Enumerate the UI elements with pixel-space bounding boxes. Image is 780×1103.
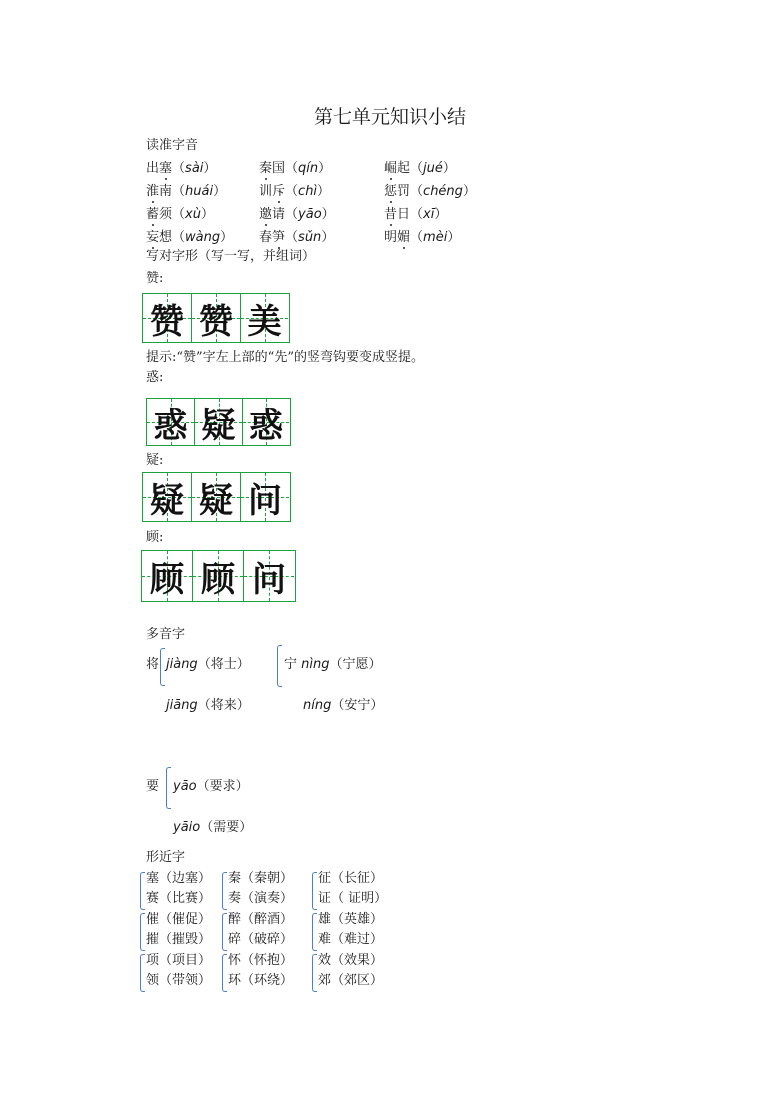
tianzige-grid-huo (146, 398, 291, 446)
pronunciation-item: 秦国（qín） (259, 161, 332, 176)
pronunciation-item: 春笋（sǔn） (259, 230, 335, 245)
brace (166, 767, 171, 809)
tianzige-grid-yi (142, 472, 291, 522)
similar-char-item: 环（环绕） (228, 973, 294, 988)
pronunciation-item: 妄想（wàng） (146, 230, 234, 245)
section-heading-pronunciation: 读准字音 (146, 138, 199, 153)
grid-cell: 惑 (147, 399, 195, 445)
page-title: 第七单元知识小结 (313, 106, 466, 128)
similar-char-item: 效（效果） (318, 953, 384, 968)
similar-char-item: 雄（英雄） (318, 912, 384, 927)
pronunciation-item: 蓄须（xù） (146, 207, 214, 222)
polyphone-reading: 宁 nìng（宁愿） (284, 657, 382, 672)
polyphone-char-yao: 要 (146, 779, 160, 794)
similar-char-item: 秦（秦朝） (228, 871, 294, 886)
similar-char-item: 证（ 证明） (318, 891, 388, 906)
polyphone-reading: jiàng（将士） (166, 657, 250, 672)
grid-cell: 疑 (192, 473, 241, 521)
grid-cell: 顾 (193, 551, 244, 601)
similar-char-item: 摧（摧毁） (146, 932, 212, 947)
pronunciation-item: 出塞（sài） (146, 161, 217, 176)
brace (140, 954, 145, 992)
grid-cell: 美 (241, 294, 288, 342)
polyphone-reading: níng（安宁） (303, 698, 384, 713)
similar-char-item: 赛（比赛） (146, 891, 212, 906)
pronunciation-item: 昔日（xī） (384, 207, 448, 222)
pronunciation-item: 惩罚（chéng） (384, 184, 476, 199)
pronunciation-item: 邀请（yāo） (259, 207, 335, 222)
polyphone-reading: jiāng（将来） (166, 698, 250, 713)
writing-label-gu: 顾: (146, 530, 164, 545)
brace (140, 913, 145, 951)
grid-cell: 赞 (143, 294, 192, 342)
pronunciation-item: 训斥（chì） (259, 184, 331, 199)
similar-char-item: 醉（醉酒） (228, 912, 294, 927)
tianzige-grid-zan (142, 293, 290, 343)
brace (277, 645, 282, 687)
similar-char-item: 难（难过） (318, 932, 384, 947)
similar-char-item: 塞（边塞） (146, 871, 212, 886)
polyphone-char-jiang: 将 (146, 657, 160, 672)
similar-char-item: 怀（怀抱） (228, 953, 294, 968)
brace (312, 872, 317, 910)
section-heading-similar: 形近字 (146, 850, 186, 865)
brace (312, 954, 317, 992)
grid-cell: 问 (244, 551, 294, 601)
brace (222, 913, 227, 951)
polyphone-reading: yāo（要求） (173, 779, 249, 794)
section-heading-writing: 写对字形（写一写，并组词） (146, 249, 316, 264)
similar-char-item: 征（长征） (318, 871, 384, 886)
pronunciation-item: 淮南（huái） (146, 184, 227, 199)
pronunciation-item: 崛起（jué） (384, 161, 456, 176)
writing-tip: 提示:“赞”字左上部的“先”的竖弯钩要变成竖提。 (146, 350, 424, 365)
grid-cell: 问 (241, 473, 289, 521)
polyphone-reading: yāio（需要） (173, 820, 253, 835)
writing-label-zan: 赞: (146, 271, 164, 286)
grid-cell: 疑 (143, 473, 192, 521)
grid-cell: 顾 (142, 551, 193, 601)
pronunciation-item: 明媚（mèi） (384, 230, 461, 245)
tianzige-grid-gu (141, 550, 296, 602)
similar-char-item: 郊（郊区） (318, 973, 384, 988)
similar-char-item: 项（项目） (146, 953, 212, 968)
similar-char-item: 碎（破碎） (228, 932, 294, 947)
brace (160, 648, 165, 686)
writing-label-yi: 疑: (146, 453, 164, 468)
grid-cell: 惑 (243, 399, 289, 445)
brace (222, 954, 227, 992)
similar-char-item: 催（催促） (146, 912, 212, 927)
similar-char-item: 奏（演奏） (228, 891, 294, 906)
section-heading-polyphone: 多音字 (146, 627, 186, 642)
writing-label-huo: 惑: (146, 370, 164, 385)
brace (312, 913, 317, 951)
grid-cell: 疑 (195, 399, 243, 445)
similar-char-item: 领（带领） (146, 973, 212, 988)
grid-cell: 赞 (192, 294, 241, 342)
brace (222, 872, 227, 910)
brace (140, 872, 145, 910)
